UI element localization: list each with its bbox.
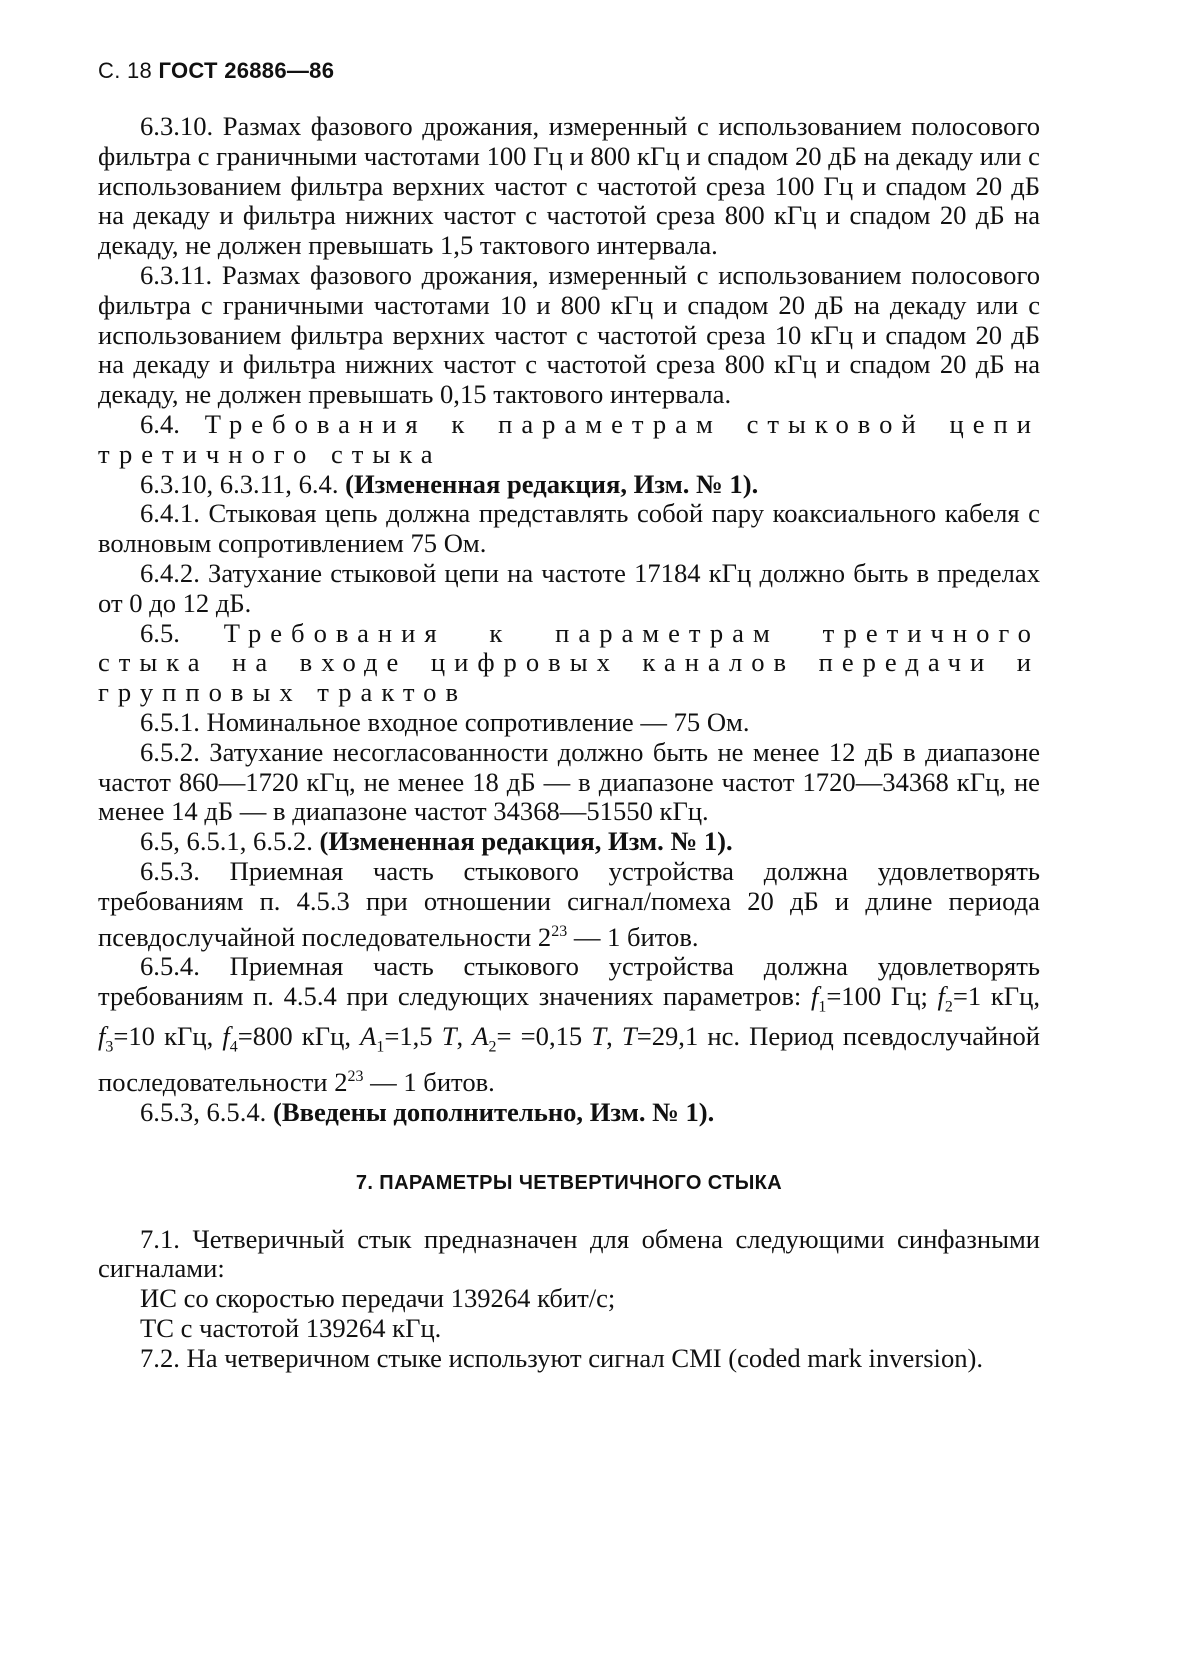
paragraph-6-5-1: 6.5.1. Номинальное входное сопротивление — 75 Ом. — [140, 706, 750, 737]
paragraph-6-5-4-text: 6.5.4. Приемная часть стыкового устройства должна удовлетворять требованиям п. 4.5.4 при следующих значениях параметров: — [98, 951, 1040, 1011]
value-f2: =1 кГц, — [952, 980, 1040, 1011]
symbol-t: T — [621, 1021, 637, 1052]
subsection-6-4-title: Требования к параметрам стыковой цепи третичного стыка — [98, 408, 1040, 469]
subscript-a2: 2 — [488, 1038, 497, 1056]
symbol-a2: A — [472, 1021, 489, 1052]
signal-line-tc: ТС с частотой 139264 кГц. — [140, 1313, 442, 1344]
symbol-a1: A — [360, 1021, 377, 1052]
subsection-6-5-heading — [98, 619, 1040, 708]
subscript-4: 4 — [229, 1038, 238, 1056]
subsection-6-4-number: 6.4. — [140, 408, 180, 439]
paragraph-6-4-1: 6.4.1. Стыковая цепь должна представлять собой пару коаксиального кабеля с волновым сопротивлением 75 Ом. — [98, 498, 1040, 559]
subscript-a1: 1 — [376, 1038, 385, 1056]
separator-2: , — [606, 1021, 622, 1052]
subscript-1: 1 — [818, 998, 827, 1016]
value-f3: =10 кГц, — [113, 1021, 223, 1052]
subsection-6-4-heading — [98, 410, 1040, 470]
amendment-note-1 — [98, 470, 1040, 500]
amendment-note-2 — [98, 827, 1040, 857]
exponent-2: 23 — [347, 1068, 364, 1086]
amendment-note-2-text: (Измененная редакция, Изм. № 1). — [319, 826, 733, 857]
value-t: =29,1 нс. Период псевдослучайной последовательности 2 — [98, 1021, 1040, 1098]
section-7-title: 7. ПАРАМЕТРЫ ЧЕТВЕРТИЧНОГО СТЫКА — [355, 1171, 783, 1194]
symbol-f4: f — [222, 1021, 230, 1052]
subscript-3: 3 — [105, 1038, 114, 1056]
paragraph-7-1: 7.1. Четверичный стык предназначен для обмена следующими синфазными сигналами: — [98, 1223, 1040, 1284]
exponent: 23 — [551, 922, 568, 940]
amendment-note-2-refs: 6.5, 6.5.1, 6.5.2. — [140, 826, 313, 857]
amendment-note-1-text: (Измененная редакция, Изм. № 1). — [345, 468, 759, 499]
value-a1: =1,5 — [384, 1021, 442, 1052]
paragraph-6-5-3-text: 6.5.3. Приемная часть стыкового устройства должна удовлетворять требованиям п. 4.5.3 при отношении сигнал/помеха 20 дБ и длине периода псевдослучайной последовательности 2 — [98, 855, 1040, 952]
subsection-6-5-number: 6.5. — [140, 617, 180, 648]
page-number: С. 18 — [98, 58, 153, 83]
amendment-note-3 — [98, 1098, 1040, 1128]
paragraph-6-5-3 — [98, 857, 1040, 952]
page-header — [98, 58, 1187, 84]
paragraph-7-2: 7.2. На четверичном стыке используют сигнал СМI (coded mark inversion). — [140, 1342, 984, 1373]
symbol-f2: f — [937, 980, 945, 1011]
paragraph-6-3-11: 6.3.11. Размах фазового дрожания, измеренный с использованием полосового фильтра с граничными частотами 10 и 800 кГц и спадом 20 дБ на декаду или с использованием фильтра верхних частот с частотой среза 10 кГц и спадом 20 дБ на декаду и фильтра нижних частот с частотой среза 800 кГц и спадом 20 дБ на декаду, не должен превышать 0,15 тактового интервала. — [98, 259, 1040, 410]
paragraph-6-5-2: 6.5.2. Затухание несогласованности должно быть не менее 12 дБ в диапазоне частот 860—1720 кГц, не менее 18 дБ — в диапазоне частот 1720—34368 кГц, не менее 14 дБ — в диапазоне частот 34368—51550 кГц. — [98, 736, 1040, 827]
standard-number: ГОСТ 26886—86 — [158, 58, 335, 83]
paragraph-6-4-2: 6.4.2. Затухание стыковой цепи на частоте 17184 кГц должно быть в пределах от 0 до 12 дБ. — [98, 557, 1040, 618]
separator: , — [456, 1021, 473, 1052]
signal-line-ic: ИС со скоростью передачи 139264 кбит/с; — [140, 1283, 616, 1314]
paragraph-6-5-4 — [98, 952, 1040, 1098]
symbol-t-a1: T — [441, 1021, 457, 1052]
document-body — [98, 112, 1040, 1128]
amendment-note-3-text: (Введены дополнительно, Изм. № 1). — [272, 1096, 715, 1127]
subscript-2: 2 — [944, 998, 953, 1016]
value-f4: =800 кГц, — [237, 1021, 361, 1052]
value-a2: = =0,15 — [496, 1021, 592, 1052]
paragraph-6-5-4-tail: — 1 битов. — [363, 1067, 495, 1098]
symbol-t-a2: T — [591, 1021, 607, 1052]
symbol-f3: f — [98, 1021, 106, 1052]
section-7-body — [98, 1225, 1040, 1374]
value-f1: =100 Гц; — [826, 980, 938, 1011]
subsection-6-5-title: Требования к параметрам третичного стыка на входе цифровых каналов передачи и групповых трактов — [98, 617, 1040, 708]
amendment-note-1-refs: 6.3.10, 6.3.11, 6.4. — [140, 468, 339, 499]
amendment-note-3-refs: 6.5.3, 6.5.4. — [140, 1096, 267, 1127]
paragraph-6-3-10: 6.3.10. Размах фазового дрожания, измеренный с использованием полосового фильтра с граничными частотами 100 Гц и 800 кГц и спадом 20 дБ на декаду или с использованием фильтра верхних частот с частотой среза 100 Гц и спадом 20 дБ на декаду и фильтра нижних частот с частотой среза 800 кГц и спадом 20 дБ на декаду, не должен превышать 1,5 тактового интервала. — [98, 111, 1040, 261]
symbol-f1: f — [810, 980, 819, 1011]
paragraph-6-5-3-tail: — 1 битов. — [567, 921, 699, 952]
